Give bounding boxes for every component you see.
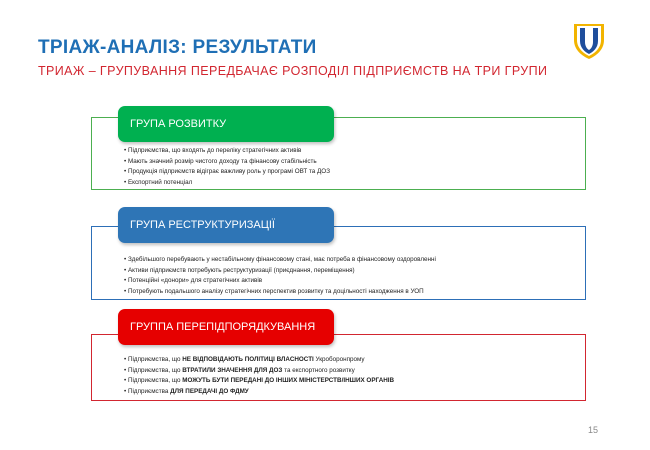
list-item: • Експортний потенціал: [124, 178, 330, 189]
shield-logo-icon: [572, 22, 606, 60]
list-item: • Підприємства, що МОЖУТЬ БУТИ ПЕРЕДАНІ ДО ІНШИХ МІНІСТЕРСТВ/ІНШИХ ОРГАНІВ: [124, 376, 394, 387]
page-title: ТРІАЖ-АНАЛІЗ: РЕЗУЛЬТАТИ: [38, 37, 317, 58]
list-item: • Продукція підприємств відіграє важливу роль у програмі ОВТ та ДОЗ: [124, 167, 330, 178]
list-item: • Активи підприємств потребують реструктуризації (приєднання, переміщення): [124, 266, 436, 277]
group-restructuring-list: [124, 255, 436, 297]
list-item: • Мають значний розмір чистого доходу та фінансову стабільність: [124, 157, 330, 168]
group-restructuring-header: ГРУПА РЕСТРУКТУРИЗАЦІЇ: [118, 207, 334, 243]
list-item: • Здебільшого перебувають у нестабільному фінансовому стані, має потреба в фінансовому оздоровленні: [124, 255, 436, 266]
page-subtitle: ТРИАЖ – ГРУПУВАННЯ ПЕРЕДБАЧАЄ РОЗПОДІЛ ПІДПРИЄМСТВ НА ТРИ ГРУПИ: [38, 64, 548, 78]
group-development-header: ГРУПА РОЗВИТКУ: [118, 106, 334, 142]
list-item: • Підприємства, що ВТРАТИЛИ ЗНАЧЕННЯ ДЛЯ ДОЗ та експортного розвитку: [124, 366, 394, 377]
list-item: • Підприємства, що НЕ ВІДПОВІДАЮТЬ ПОЛІТИЦІ ВЛАСНОСТІ Укроборонпрому: [124, 355, 394, 366]
list-item: • Потенційні «донори» для стратегічних активів: [124, 276, 436, 287]
list-item: • Потребують подальшого аналізу стратегічних перспектив розвитку та доцільності находження в УОП: [124, 287, 436, 298]
group-resubordination-header: ГРУППА ПЕРЕПІДПОРЯДКУВАННЯ: [118, 309, 334, 345]
group-development-list: [124, 146, 330, 188]
page-number: 15: [588, 425, 599, 435]
list-item: • Підприємства ДЛЯ ПЕРЕДАЧІ ДО ФДМУ: [124, 387, 394, 398]
group-resubordination-list: [124, 355, 394, 397]
list-item: • Підприємства, що входять до переліку стратегічних активів: [124, 146, 330, 157]
